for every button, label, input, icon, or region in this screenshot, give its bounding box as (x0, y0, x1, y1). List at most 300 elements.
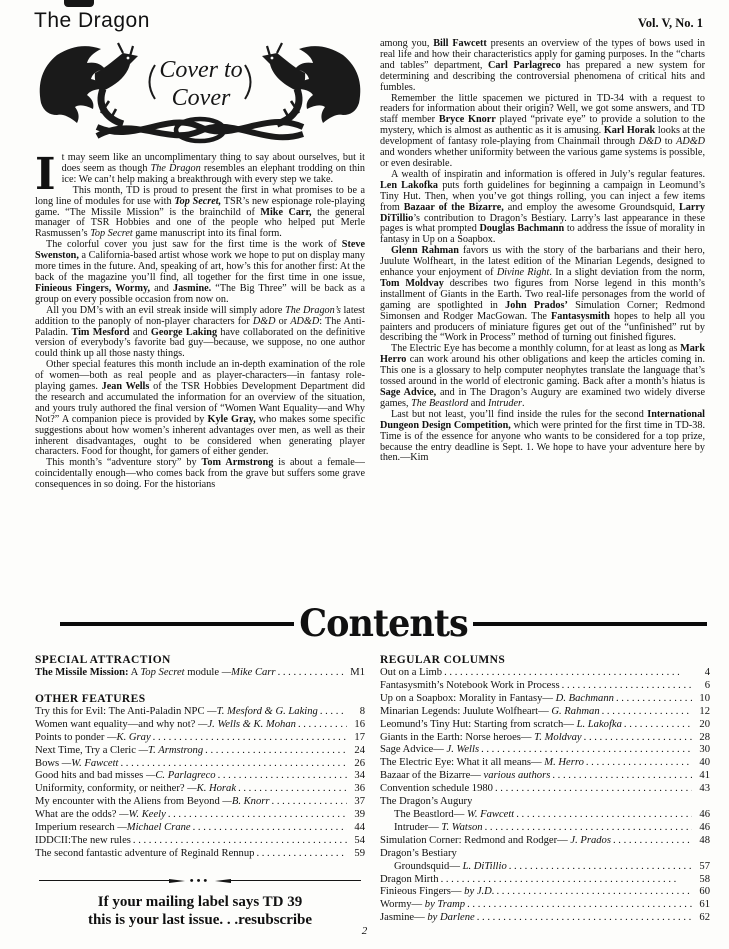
toc-item-page: 48 (699, 834, 710, 846)
toc-leader-dots (168, 809, 347, 822)
text-segment: John Prados’ (505, 299, 568, 311)
text-segment: T. Watson (441, 821, 483, 833)
toc-leader-dots (481, 744, 692, 757)
banner-title-line2: Cover (171, 85, 231, 111)
text-segment: and (468, 397, 489, 409)
toc-item-page: M1 (350, 667, 365, 678)
toc-item (380, 822, 710, 835)
toc-section (35, 654, 365, 680)
toc-item-page: 61 (699, 899, 710, 911)
text-segment: TSR’s new espionage role-playing game. “The Missile Mission” is the brainchild of (35, 195, 365, 218)
right-flourish (245, 65, 251, 99)
editorial-paragraph (35, 458, 365, 491)
toc-item (35, 809, 365, 822)
text-segment: Intruder (488, 397, 522, 409)
text-segment: —J. Wells & K. Mohan (198, 718, 296, 730)
toc-leader-dots (193, 822, 347, 835)
text-segment: —K. Horak (187, 783, 237, 795)
text-segment: ’s contribution to Dragon’s Bestiary. Larry’s last appearance in these pages is what prompted (380, 212, 705, 235)
text-segment: Finieous Fingers, Wormy, (35, 282, 151, 294)
text-segment: : The Anti-Paladin. (35, 315, 365, 338)
toc-item-page: 39 (354, 809, 365, 821)
left-column (35, 39, 365, 601)
toc-leader-dots (586, 757, 692, 770)
text-segment: by Darlene (427, 912, 475, 924)
text-segment: Dragon Mirth (380, 873, 439, 885)
text-segment: The Electric Eye: What it all means— (380, 757, 545, 769)
text-segment: or (275, 315, 291, 327)
toc-item-page: 12 (699, 705, 710, 717)
toc-leader-dots (552, 770, 692, 783)
banner-title-line1: Cover to (159, 57, 243, 83)
toc-item-title (35, 848, 254, 861)
toc-item (35, 719, 365, 732)
text-segment: Minarian Legends: Juulute Wolfheart— (380, 705, 552, 717)
notice-line-2: this is your last issue. . .resubscribe (87, 911, 313, 928)
toc-item-page: 54 (354, 834, 365, 846)
text-segment: Larry DiTillio (380, 201, 705, 224)
toc-leader-dots (298, 719, 347, 732)
toc-section-heading: REGULAR COLUMNS (380, 654, 506, 666)
toc-item (380, 783, 710, 796)
toc-item (380, 667, 710, 680)
text-segment: Bows (35, 757, 62, 769)
toc-item-title (35, 783, 236, 796)
right-dragon-icon (262, 43, 360, 124)
toc-item-title (380, 719, 622, 732)
text-segment: . In a slight deviation from the norm, (549, 267, 705, 279)
text-segment: —T. Mesford & G. Laking (207, 705, 318, 717)
text-segment: played “private eye” to provide a solution to the mystery, which is almost as authentic as it is amusing. (380, 114, 706, 137)
text-segment: —C. Parlagreco (145, 770, 216, 782)
toc-item (380, 848, 710, 861)
text-segment: The Missile Mission: (35, 667, 129, 678)
scan-artifact (64, 0, 94, 7)
editorial-paragraph (380, 246, 705, 344)
text-segment: Top Secret, (174, 195, 222, 207)
text-segment: —W. Keely (119, 809, 166, 821)
text-segment: A wealth of inspiratin and information is offered in July’s regular features. (391, 168, 705, 180)
toc-item-title (394, 861, 507, 874)
text-segment: Steve Swenston, (35, 239, 365, 262)
toc-item-page: 58 (699, 873, 710, 885)
text-segment: Bryce Knorr (438, 114, 496, 126)
toc-leader-dots (602, 706, 692, 719)
text-segment: Fantasysmith’s Notebook Work in Process (380, 679, 560, 691)
lead-paragraph-text (62, 152, 365, 185)
toc-leader-dots (613, 835, 692, 848)
right-column (380, 39, 705, 601)
toc-item-page: 41 (699, 770, 710, 782)
text-segment: Bill Fawcett (433, 38, 487, 49)
text-segment: Bazaar of the Bizarre— (380, 770, 484, 782)
text-segment: various authors (483, 770, 551, 782)
text-segment: and wonders whether uniformity between the various game systems is possible, or even desirable. (380, 147, 705, 169)
text-segment: is about a female—coincidentally enough—who comes back from the grave but suffers some grave consequences in so doing. For the historians (35, 457, 365, 491)
text-segment: Good hits and bad misses (35, 770, 146, 782)
text-segment: —W. Fawcett (61, 757, 119, 769)
toc-leader-dots (616, 693, 692, 706)
toc-leader-dots (133, 835, 347, 848)
toc-item (380, 770, 710, 783)
text-segment: The Dragon’s Augury (380, 796, 473, 808)
toc-item (380, 861, 710, 874)
text-segment: Leomund’s Tiny Hut: Starting from scratch— (380, 718, 577, 730)
text-segment: Intruder— (394, 821, 442, 833)
text-segment: The Beastlord— (394, 808, 467, 820)
toc-item-title (380, 757, 584, 770)
toc-item (35, 848, 365, 861)
text-segment: Mark Herro (380, 343, 705, 366)
toc-leader-dots (218, 770, 347, 783)
editorial-paragraph (35, 186, 365, 241)
text-segment: The Dragon (150, 162, 201, 174)
editorial-columns (0, 33, 729, 601)
text-segment: My encounter with the Aliens from Beyond (35, 796, 223, 808)
text-segment: George Laking (150, 326, 218, 338)
text-segment: Up on a Soapbox: Morality in Fantasy— (380, 692, 556, 704)
toc-section (35, 693, 365, 861)
editorial-paragraph (380, 344, 705, 409)
toc-item-title (380, 912, 475, 925)
text-segment: Dragon’s Bestiary (380, 847, 457, 859)
toc-item-title (380, 770, 550, 783)
resubscribe-notice (35, 875, 365, 929)
text-segment: Sage Advice— (380, 744, 447, 756)
left-column-paragraphs (35, 186, 365, 491)
text-segment: The Beastlord (411, 397, 469, 409)
dropcap-initial: I (35, 149, 56, 200)
toc-item-title (35, 796, 270, 809)
text-segment: to (661, 136, 677, 148)
text-segment: Out on a Limb (380, 667, 443, 678)
toc-leader-dots (256, 848, 347, 861)
text-segment: Uniformity, conformity, or neither? (35, 783, 188, 795)
text-segment: D&D (252, 315, 276, 327)
editorial-paragraph (380, 170, 705, 246)
text-segment: D&D (638, 136, 662, 148)
toc-item (35, 835, 365, 848)
editorial-paragraph (380, 94, 705, 170)
text-segment: Convention schedule 1980 (380, 783, 493, 795)
text-segment: M. Herro (544, 757, 584, 769)
text-segment: a California-based artist whose work we hope to put on display many more times in the future. And, speaking of art, how’s this for another first: At the back of the magazine you’ll find, all together for the first time in one issue, (35, 250, 365, 283)
toc-item-title (380, 835, 611, 848)
text-segment: favors us with the story of the barbarians and their hero, Juulute Wolfheart, in the latest edition of the Minarian Legends, designed to enhance your enjoyment of (380, 245, 705, 279)
left-flourish (150, 65, 156, 99)
toc-item-title (380, 886, 494, 899)
toc-item (380, 796, 710, 809)
text-segment: puts forth guidelines for beginning a campaign in Leomund’s Tiny Hut. Then, when you’ve got things rolling, you can inject a few items from (380, 179, 705, 213)
text-segment: among you, (380, 38, 434, 49)
toc-left-sections (35, 654, 365, 861)
toc-item-page: 37 (354, 796, 365, 808)
notice-divider (39, 875, 361, 887)
toc-item (35, 783, 365, 796)
text-segment: latest addition to the panoply of non-player characters for (35, 304, 365, 327)
text-segment: module (184, 667, 222, 678)
editorial-paragraph (35, 240, 365, 305)
text-segment: International Dungeon Design Competition, (380, 408, 705, 431)
left-dragon-icon (40, 43, 138, 124)
text-segment: Simulation Corner; Redmond Simonsen and Rodger MacGowan. The (380, 299, 705, 322)
toc-item (380, 680, 710, 693)
toc-item-title (35, 667, 276, 680)
text-segment: All you DM’s with an evil streak inside will simply adore (46, 304, 286, 316)
text-segment: Jasmine. (172, 282, 212, 294)
toc-item (35, 758, 365, 771)
text-segment: who makes some specific suggestions about how women’s inherent advantages over men, as well as their inherent disadvantages, ought to be considered when generating player characters. Food for thought, for gamers of either gender. (35, 413, 365, 458)
text-segment: Finieous Fingers— (380, 886, 465, 898)
text-segment: Top Secret (90, 228, 133, 240)
toc-item (35, 796, 365, 809)
text-segment: Try this for Evil: The Anti-Paladin NPC (35, 705, 208, 717)
notice-line-1: If your mailing label says TD 39 (97, 893, 303, 910)
toc-item-page: 20 (699, 718, 710, 730)
toc-item-title (380, 706, 600, 719)
toc-item-page: 46 (699, 808, 710, 820)
toc-section (380, 654, 710, 925)
toc-item-page: 4 (704, 667, 710, 678)
text-segment: Jean Wells (101, 381, 150, 393)
toc-item-page: 10 (699, 692, 710, 704)
toc-item (35, 706, 365, 719)
text-segment: Carl Parlagreco (488, 59, 561, 71)
toc-left-column (35, 654, 365, 938)
toc-leader-dots (624, 719, 692, 732)
text-segment: Mike Carr, (260, 206, 312, 218)
toc-item-page: 40 (699, 757, 710, 769)
toc-item (35, 822, 365, 835)
text-segment: T. Moldvay (534, 731, 582, 743)
text-segment: AD&D (290, 315, 320, 327)
toc-item-title (380, 693, 614, 706)
toc-leader-dots (153, 732, 347, 745)
toc-section-heading: SPECIAL ATTRACTION (35, 654, 171, 666)
toc-item-title (380, 796, 472, 809)
toc-item-title (380, 783, 493, 796)
text-segment: Remember the little spacemen we pictured in TD-34 with a request to readers for information about their origin? Well, we got some answers, and TD staff member (380, 92, 705, 126)
text-segment: and in The Dragon’s Augury are examined two widely diverse games, (380, 387, 705, 409)
toc-leader-dots (562, 680, 692, 693)
toc-item-page: 34 (354, 770, 365, 782)
toc-leader-dots (121, 758, 348, 771)
toc-item-title (394, 809, 514, 822)
toc-item-page: 57 (699, 860, 710, 872)
editorial-paragraph (35, 306, 365, 361)
text-segment: The Electric Eye has become a monthly column, for at least as long as (391, 343, 681, 355)
text-segment: L. Lakofka (576, 718, 622, 730)
text-segment: describes two figures from Norse legend in this month’s installment of Giants in the Earth. Two real-life personages from the world of gaming are spotlighted in (380, 277, 705, 311)
toc-item (380, 732, 710, 745)
toc-item-title (35, 706, 318, 719)
toc-item-page: 6 (704, 679, 710, 691)
cover-to-cover-banner (35, 39, 365, 149)
text-segment: “The Big Three” will be back as a group on every possible occasion from now on. (35, 282, 365, 305)
text-segment: Len Lakofka (380, 179, 438, 191)
toc-item (35, 770, 365, 783)
toc-item-page: 60 (699, 886, 710, 898)
text-segment: looks at the development of fantasy role-playing from Chainmail through (380, 125, 706, 148)
text-segment: to address the issue of morality in fantasy in Up on a Soapbox. (380, 223, 705, 246)
text-segment: Giants in the Earth: Norse heroes— (380, 731, 535, 743)
text-segment: Women want equality—and why not? (35, 718, 199, 730)
dragons-illustration (35, 39, 365, 149)
toc-item (380, 899, 710, 912)
toc-leader-dots (272, 796, 347, 809)
text-segment: hopes to help all you painters and producers of miniature figures get out of the “unfinished” rut by describing the “Work in Process” method of turning out finished figures. (380, 310, 705, 344)
text-segment: by J.D. (464, 886, 495, 898)
magazine-title: The Dragon (34, 9, 150, 32)
divider-dots: ••• (189, 874, 211, 887)
text-segment: t may seem like an uncomplimentary thing to say about ourselves, but it does seem as though (61, 152, 365, 174)
text-segment: W. Fawcett (466, 808, 515, 820)
text-segment: resembles an elephant trodding on thin ice: We can’t help making a breakthrough with every step we take. (61, 162, 365, 185)
text-segment: This month’s “adventure story” by (46, 457, 202, 469)
toc-item-title (380, 667, 442, 680)
toc-item (380, 886, 710, 899)
toc-item (380, 809, 710, 822)
toc-item-title (380, 744, 479, 757)
text-segment: —T. Armstrong (138, 744, 204, 756)
toc-leader-dots (467, 899, 692, 912)
toc-item-title (380, 874, 439, 887)
text-segment: J. Prados (570, 834, 611, 846)
text-segment: by Tramp (424, 899, 466, 911)
text-segment: the general manager of TSR Hobbies and one of the people who helped put Merle Rasmussen’s (35, 206, 366, 240)
toc-section-heading: OTHER FEATURES (35, 692, 146, 705)
toc-item-title (35, 835, 131, 848)
toc-leader-dots (516, 809, 692, 822)
toc-leader-dots (278, 667, 347, 680)
text-segment: —Mike Carr (221, 667, 276, 678)
toc-item (380, 744, 710, 757)
toc-item-page: 26 (354, 757, 365, 769)
arrow-left-icon (215, 879, 231, 883)
toc-item-page: 8 (359, 705, 365, 717)
editorial-paragraph (35, 360, 365, 458)
editorial-paragraph (380, 39, 705, 94)
text-segment: —K. Gray (107, 731, 151, 743)
toc-item (380, 757, 710, 770)
text-segment: The second fantastic adventure of Reginald Rennup (35, 847, 255, 859)
text-segment: L. DiTillio (462, 860, 507, 872)
text-segment: Simulation Corner: Redmond and Rodger— (380, 834, 571, 846)
text-segment: Other special features this month include an in-depth examination of the role of women—both as real people and as player-characters—in fantasy role-playing games. (35, 359, 365, 393)
toc-item-page: 17 (354, 731, 365, 743)
text-segment: and (150, 282, 173, 294)
toc-item (380, 874, 710, 887)
toc-leader-dots (205, 745, 347, 758)
text-segment: Fantasysmith (551, 310, 610, 322)
toc-item-page: 62 (699, 912, 710, 924)
toc-leader-dots (238, 783, 347, 796)
text-segment: Top Secret (140, 667, 185, 678)
text-segment: Kyle Gray, (207, 413, 256, 425)
text-segment: Tom Armstrong (201, 457, 274, 469)
contents-rule-left (60, 622, 294, 626)
toc-item-title (35, 770, 216, 783)
toc-leader-dots (444, 667, 692, 680)
contents-banner (60, 603, 707, 644)
toc-item (380, 719, 710, 732)
text-segment: D. Bachmann (555, 692, 614, 704)
text-segment: Glenn Rahman (391, 245, 459, 257)
toc-item-page: 24 (354, 744, 365, 756)
text-segment: IDDCII:The new rules (35, 834, 131, 846)
text-segment: Groundsquid— (394, 860, 463, 872)
toc-item-title (35, 745, 203, 758)
contents-rule-right (473, 622, 707, 626)
toc-item-page: 28 (699, 731, 710, 743)
divider-line-left (39, 880, 169, 881)
issue-number: Vol. V, No. 1 (637, 16, 703, 30)
text-segment: has prepared a new system for determining and describing the controversial phenomena of critical hits and fumbles. (380, 59, 705, 93)
toc-right-column (380, 654, 710, 938)
toc-item-title (35, 822, 191, 835)
toc-item-page: 36 (354, 783, 365, 795)
text-segment: Points to ponder (35, 731, 108, 743)
text-segment: Tom Moldvay (380, 277, 444, 289)
toc-item (380, 835, 710, 848)
text-segment: —B. Knorr (222, 796, 270, 808)
toc-item-page: 46 (699, 821, 710, 833)
editorial-paragraph (380, 410, 705, 465)
toc-leader-dots (441, 874, 692, 887)
contents-title: Contents (299, 601, 468, 646)
text-segment: Last but not least, you’ll find inside the rules for the second (391, 408, 648, 420)
text-segment: and employ the awesome Groundsquid, (503, 201, 679, 213)
text-segment: game manuscript into its final form. (132, 228, 282, 240)
toc-item-title (35, 809, 166, 822)
text-segment: G. Rahman (551, 705, 600, 717)
toc-leader-dots (509, 861, 692, 874)
toc-item (380, 912, 710, 925)
text-segment: Sage Advice, (380, 387, 437, 398)
toc-item-title (380, 899, 465, 912)
text-segment: Bazaar of the Bizarre, (403, 201, 504, 213)
toc-item-title (35, 732, 151, 745)
divider-line-right (231, 880, 361, 881)
toc-right-sections (380, 654, 710, 925)
masthead (0, 0, 729, 33)
toc-item-title (35, 719, 296, 732)
toc-leader-dots (584, 732, 692, 745)
toc-item-title (380, 848, 457, 861)
text-segment: —Michael Crane (117, 822, 191, 834)
text-segment: What are the odds? (35, 809, 120, 821)
text-segment: presents an overview of the types of bows used in real life and how their characteristics apply for gaming purposes. In the “charts and tables” department, (380, 38, 705, 71)
text-segment: Imperium research (35, 822, 118, 834)
toc-item-title (35, 758, 119, 771)
text-segment: Karl Horak (603, 125, 656, 137)
toc-leader-dots (320, 706, 347, 719)
toc-leader-dots (496, 886, 692, 899)
text-segment: Tim Mesford (71, 326, 130, 338)
text-segment: This month, TD is proud to present the first in what promises to be a long line of modules for use with (35, 184, 365, 207)
toc-leader-dots (485, 822, 692, 835)
toc-leader-dots (495, 783, 692, 796)
arrow-right-icon (169, 879, 185, 883)
toc-item (380, 693, 710, 706)
text-segment: The colorful cover you just saw for the first time is the work of (46, 239, 342, 251)
text-segment: Douglas Bachmann (479, 223, 565, 235)
text-segment: AD&D (676, 136, 705, 148)
toc-item-page: 44 (354, 822, 365, 834)
text-segment: have collaborated on the definitive version of everybody’s favorite bad guy—because, we suppose, no one author could think up all those nasty things. (35, 326, 366, 360)
text-segment: Wormy— (380, 899, 425, 911)
toc-item (35, 667, 365, 680)
